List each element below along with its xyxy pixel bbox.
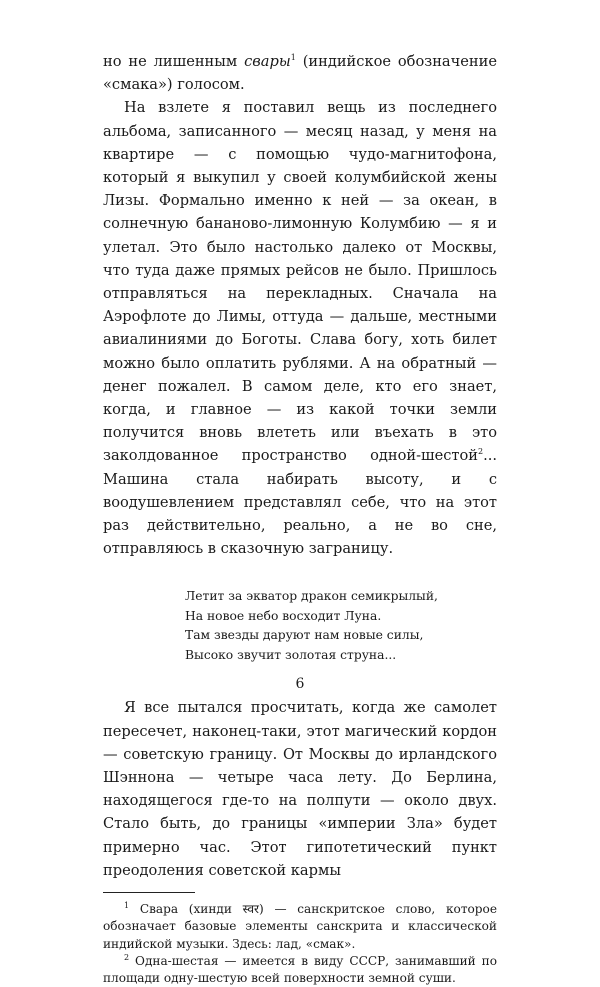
verse-line: Летит за экватор дракон семикрылый, (185, 589, 438, 604)
verse-line: Высоко звучит золотая струна... (185, 647, 397, 662)
page-number: 6 (295, 676, 305, 692)
footnote-1 (103, 901, 497, 953)
verse-block (185, 587, 497, 665)
paragraph-text: На взлете я поставил вещь из последнего альбома, записанного — месяц назад, у меня на квартире — с помощью чудо-магнитофона, который я выкупил у своей колумбийской жены Лизы. Формально именно к ней — за океан, в солнечную бананово-лимонную Колумбию — я и улетал. Это было настолько далеко от Москвы, что туда даже прямых рейсов не было. Пришлось отправляться на перекладных. Сначала на Аэрофлоте до Лимы, оттуда — дальше, местными авиалиниями до Боготы. Слава богу, хоть билет можно было оплатить рублями. А на обратный — денег пожалел. В самом деле, кто его знает, когда, и главное — из какой точки земли получится вновь влететь или въехать в это заколдованное пространство одной-шестой (103, 99, 497, 465)
footnote-divider (103, 892, 195, 893)
paragraph-text: ... Машина стала набирать высоту, и с воодушевлением представлял себе, что на этот раз действительно, реально, а не во сне, отправляюсь в сказочную заграницу. (103, 447, 497, 558)
paragraph-border: Я все пытался просчитать, когда же самолет пересечет, наконец-таки, этот магический кордон — советскую границу. От Москвы до ирландского Шэннона — четыре часа лету. До Берлина, находящегося где-то на полпути — около двух. Стало быть, до границы «империи Зла» будет примерно час. Этот гипотетический пункт преодоления советской кармы (103, 699, 497, 879)
footnote-text: Свара (хинди स्वर) — санскритское слово, которое обозначает базовые элементы санскрита и классической индийской музыки. Здесь: лад, «смак». (103, 902, 497, 951)
verse-line: На новое небо восходит Луна. (185, 608, 382, 623)
footnote-ref-2[interactable]: 2 (477, 447, 484, 457)
footnote-number: 1 (124, 901, 130, 911)
footnote-ref-1[interactable]: 1 (290, 53, 296, 63)
footnote-text: Одна-шестая — имеется в виду СССР, занимавший по площади одну-шестую всей поверхности земной суши. (103, 953, 497, 985)
paragraph-text: (индийское обозначение «смака») голосом. (103, 53, 497, 94)
footnote-number: 2 (124, 952, 130, 962)
footnote-2 (103, 953, 497, 987)
italic-term: свары (244, 53, 291, 70)
verse-line: Там звезды даруют нам новые силы, (185, 628, 424, 643)
paragraph-text: но не лишенным (103, 53, 245, 70)
paragraph-continued (103, 50, 497, 96)
book-page (103, 50, 497, 987)
paragraph-takeoff (103, 96, 497, 560)
